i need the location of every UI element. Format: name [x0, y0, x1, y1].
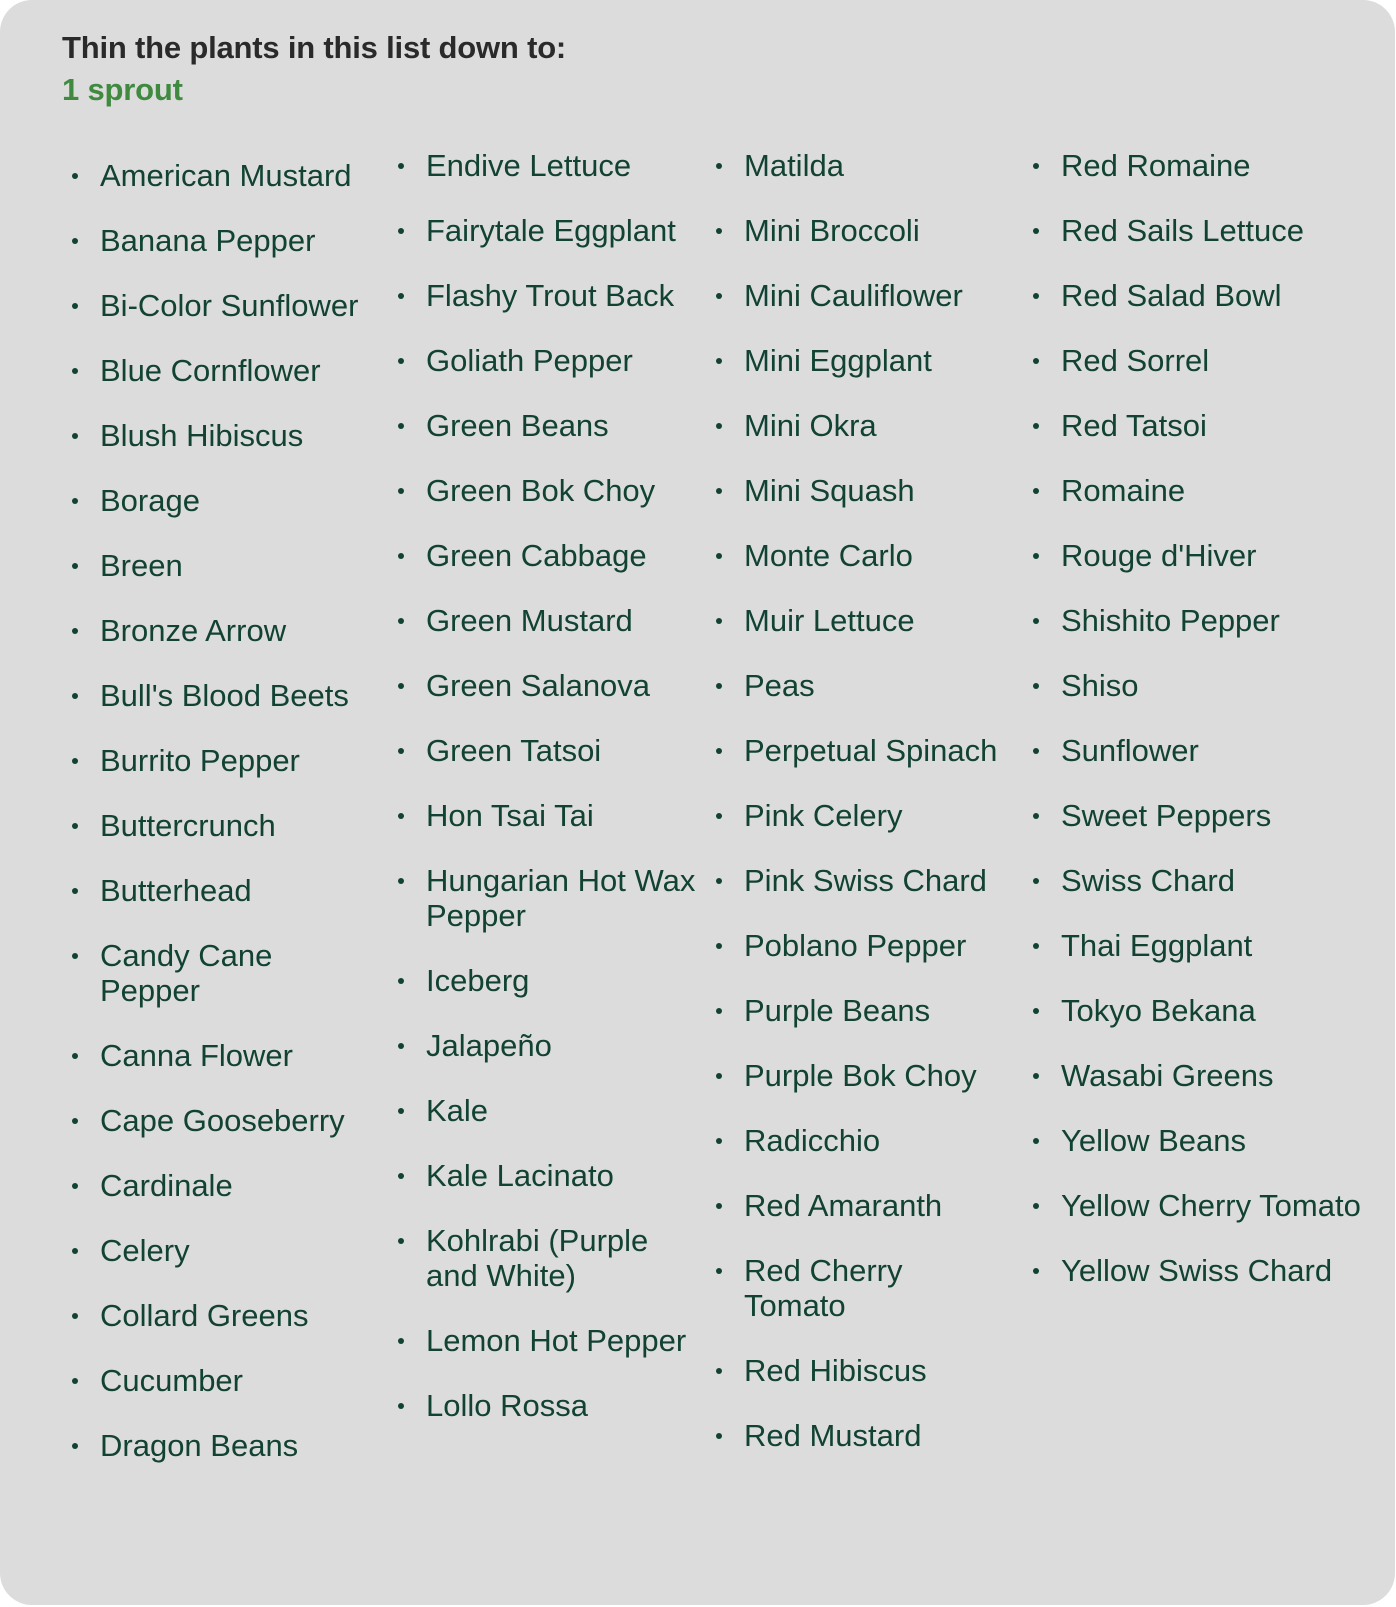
- plant-name: Thai Eggplant: [1061, 928, 1253, 963]
- plant-list-item: [1031, 213, 1361, 248]
- bullet-icon: [1033, 1073, 1039, 1079]
- plant-list-item: [1031, 408, 1361, 443]
- plant-list-item: [70, 1363, 370, 1398]
- plant-list-item: [1031, 668, 1361, 703]
- bullet-icon: [1033, 813, 1039, 819]
- plant-name: Red Amaranth: [744, 1188, 943, 1223]
- bullet-icon: [72, 1118, 78, 1124]
- bullet-icon: [1033, 553, 1039, 559]
- plant-name: Green Bok Choy: [426, 473, 656, 508]
- plant-list-item: [714, 343, 1004, 378]
- bullet-icon: [716, 1138, 722, 1144]
- plant-name: Red Salad Bowl: [1061, 278, 1282, 313]
- bullet-icon: [716, 878, 722, 884]
- plant-list-item: [714, 1253, 1004, 1323]
- bullet-icon: [716, 1073, 722, 1079]
- plant-name: Red Romaine: [1061, 148, 1251, 183]
- plant-list-item: [70, 938, 370, 1008]
- plant-list-item: [1031, 473, 1361, 508]
- instruction-heading: Thin the plants in this list down to:: [62, 30, 567, 65]
- bullet-icon: [1033, 618, 1039, 624]
- bullet-icon: [398, 1338, 404, 1344]
- bullet-icon: [398, 618, 404, 624]
- plant-list-item: [1031, 798, 1361, 833]
- plant-list-item: [714, 928, 1004, 963]
- plant-list-item: [1031, 148, 1361, 183]
- bullet-icon: [1033, 163, 1039, 169]
- bullet-icon: [72, 693, 78, 699]
- bullet-icon: [72, 173, 78, 179]
- plant-name: Breen: [100, 548, 183, 583]
- plant-list-column-2: [396, 148, 706, 1453]
- bullet-icon: [398, 813, 404, 819]
- plant-name: Cardinale: [100, 1168, 233, 1203]
- plant-list-item: [714, 473, 1004, 508]
- plant-name: Kale Lacinato: [426, 1158, 614, 1193]
- plant-name: Matilda: [744, 148, 844, 183]
- plant-list-item: [396, 603, 706, 638]
- plant-name: Hon Tsai Tai: [426, 798, 594, 833]
- plant-name: Cucumber: [100, 1363, 243, 1398]
- bullet-icon: [1033, 293, 1039, 299]
- bullet-icon: [72, 238, 78, 244]
- plant-list-item: [1031, 1188, 1361, 1223]
- plant-list-item: [396, 343, 706, 378]
- plant-list-item: [70, 808, 370, 843]
- bullet-icon: [398, 423, 404, 429]
- plant-list-item: [70, 158, 370, 193]
- target-count: 1 sprout: [62, 72, 183, 107]
- plant-name: Romaine: [1061, 473, 1186, 508]
- plant-name: Celery: [100, 1233, 190, 1268]
- bullet-icon: [1033, 1138, 1039, 1144]
- plant-list-item: [396, 1388, 706, 1423]
- plant-name: Blush Hibiscus: [100, 418, 304, 453]
- plant-name: Buttercrunch: [100, 808, 276, 843]
- bullet-icon: [398, 553, 404, 559]
- plant-list-item: [396, 668, 706, 703]
- bullet-icon: [398, 163, 404, 169]
- plant-list-item: [714, 863, 1004, 898]
- plant-list-item: [70, 418, 370, 453]
- plant-name: Green Tatsoi: [426, 733, 602, 768]
- plant-name: Banana Pepper: [100, 223, 316, 258]
- plant-name: Dragon Beans: [100, 1428, 299, 1463]
- bullet-icon: [72, 1053, 78, 1059]
- plant-list-item: [714, 1188, 1004, 1223]
- bullet-icon: [1033, 683, 1039, 689]
- plant-name: Muir Lettuce: [744, 603, 915, 638]
- plant-name: Perpetual Spinach: [744, 733, 998, 768]
- plant-list-item: [714, 148, 1004, 183]
- bullet-icon: [398, 1173, 404, 1179]
- bullet-icon: [398, 1238, 404, 1244]
- plant-name: Burrito Pepper: [100, 743, 300, 778]
- plant-list-item: [70, 678, 370, 713]
- plant-name: Blue Cornflower: [100, 353, 321, 388]
- plant-list-item: [396, 733, 706, 768]
- plant-list-item: [714, 408, 1004, 443]
- bullet-icon: [72, 563, 78, 569]
- plant-name: Monte Carlo: [744, 538, 913, 573]
- bullet-icon: [716, 1368, 722, 1374]
- plant-list-item: [714, 213, 1004, 248]
- bullet-icon: [398, 878, 404, 884]
- plant-name: Mini Broccoli: [744, 213, 920, 248]
- plant-name: Yellow Beans: [1061, 1123, 1246, 1158]
- plant-list-item: [396, 798, 706, 833]
- plant-name: Pink Celery: [744, 798, 903, 833]
- plant-name: Butterhead: [100, 873, 252, 908]
- plant-name: Mini Okra: [744, 408, 877, 443]
- plant-list-item: [396, 1323, 706, 1358]
- plant-name: Mini Eggplant: [744, 343, 932, 378]
- plant-list-column-4: [1031, 148, 1371, 1318]
- bullet-icon: [398, 293, 404, 299]
- bullet-icon: [72, 498, 78, 504]
- bullet-icon: [1033, 228, 1039, 234]
- bullet-icon: [398, 1108, 404, 1114]
- plant-name: American Mustard: [100, 158, 352, 193]
- plant-list-item: [714, 1058, 1004, 1093]
- plant-list-item: [714, 538, 1004, 573]
- bullet-icon: [716, 1008, 722, 1014]
- plant-list-item: [714, 1123, 1004, 1158]
- plant-list-item: [70, 1168, 370, 1203]
- bullet-icon: [1033, 748, 1039, 754]
- plant-list-item: [714, 278, 1004, 313]
- plant-name: Tokyo Bekana: [1061, 993, 1256, 1028]
- plant-name: Poblano Pepper: [744, 928, 967, 963]
- plant-name: Purple Bok Choy: [744, 1058, 977, 1093]
- plant-list-item: [70, 1233, 370, 1268]
- plant-name: Green Beans: [426, 408, 609, 443]
- plant-name: Lemon Hot Pepper: [426, 1323, 687, 1358]
- plant-name: Red Cherry Tomato: [744, 1253, 903, 1323]
- plant-name: Sweet Peppers: [1061, 798, 1272, 833]
- plant-list-item: [70, 483, 370, 518]
- plant-list-item: [396, 1028, 706, 1063]
- plant-list-item: [396, 863, 706, 933]
- bullet-icon: [72, 1378, 78, 1384]
- plant-list-item: [396, 408, 706, 443]
- plant-list-item: [70, 743, 370, 778]
- plant-name: Cape Gooseberry: [100, 1103, 345, 1138]
- bullet-icon: [716, 813, 722, 819]
- bullet-icon: [72, 953, 78, 959]
- plant-list-item: [714, 798, 1004, 833]
- plant-name: Lollo Rossa: [426, 1388, 588, 1423]
- plant-name: Yellow Cherry Tomato: [1061, 1188, 1361, 1223]
- bullet-icon: [72, 368, 78, 374]
- plant-name: Green Cabbage: [426, 538, 647, 573]
- bullet-icon: [72, 823, 78, 829]
- plant-name: Yellow Swiss Chard: [1061, 1253, 1333, 1288]
- plant-name: Shiso: [1061, 668, 1139, 703]
- bullet-icon: [716, 943, 722, 949]
- plant-name: Red Tatsoi: [1061, 408, 1207, 443]
- plant-list-item: [714, 668, 1004, 703]
- plant-name: Canna Flower: [100, 1038, 293, 1073]
- plant-list-item: [396, 963, 706, 998]
- plant-list-item: [70, 548, 370, 583]
- bullet-icon: [72, 1248, 78, 1254]
- bullet-icon: [1033, 878, 1039, 884]
- plant-list-item: [396, 473, 706, 508]
- plant-list-item: [70, 223, 370, 258]
- plant-list-item: [70, 1103, 370, 1138]
- plant-list-item: [396, 278, 706, 313]
- bullet-icon: [72, 303, 78, 309]
- plant-list-item: [1031, 928, 1361, 963]
- plant-name: Kohlrabi (Purple and White): [426, 1223, 649, 1293]
- plant-name: Mini Cauliflower: [744, 278, 963, 313]
- bullet-icon: [72, 758, 78, 764]
- plant-name: Rouge d'Hiver: [1061, 538, 1257, 573]
- bullet-icon: [716, 748, 722, 754]
- bullet-icon: [716, 1433, 722, 1439]
- plant-name: Red Mustard: [744, 1418, 922, 1453]
- plant-list-item: [714, 733, 1004, 768]
- plant-name: Pink Swiss Chard: [744, 863, 987, 898]
- plant-list-item: [396, 1093, 706, 1128]
- plant-name: Collard Greens: [100, 1298, 309, 1333]
- bullet-icon: [716, 683, 722, 689]
- plant-list-item: [1031, 993, 1361, 1028]
- bullet-icon: [716, 1203, 722, 1209]
- bullet-icon: [72, 1443, 78, 1449]
- bullet-icon: [716, 618, 722, 624]
- plant-name: Swiss Chard: [1061, 863, 1235, 898]
- bullet-icon: [716, 228, 722, 234]
- plant-list-item: [1031, 1123, 1361, 1158]
- plant-name: Iceberg: [426, 963, 530, 998]
- bullet-icon: [398, 683, 404, 689]
- plant-name: Sunflower: [1061, 733, 1199, 768]
- plant-name: Bi-Color Sunflower: [100, 288, 359, 323]
- bullet-icon: [1033, 423, 1039, 429]
- bullet-icon: [72, 888, 78, 894]
- plant-name: Hungarian Hot Wax Pepper: [426, 863, 696, 933]
- bullet-icon: [398, 228, 404, 234]
- plant-name: Purple Beans: [744, 993, 931, 1028]
- plant-list-item: [396, 1158, 706, 1193]
- plant-list-item: [70, 873, 370, 908]
- plant-name: Red Hibiscus: [744, 1353, 927, 1388]
- bullet-icon: [1033, 358, 1039, 364]
- plant-name: Shishito Pepper: [1061, 603, 1280, 638]
- plant-list-item: [70, 353, 370, 388]
- bullet-icon: [72, 628, 78, 634]
- plant-name: Endive Lettuce: [426, 148, 632, 183]
- plant-list-item: [714, 1418, 1004, 1453]
- bullet-icon: [398, 1403, 404, 1409]
- bullet-icon: [716, 553, 722, 559]
- plant-list-item: [714, 1353, 1004, 1388]
- plant-name: Red Sorrel: [1061, 343, 1210, 378]
- bullet-icon: [1033, 488, 1039, 494]
- plant-list-column-3: [714, 148, 1024, 1483]
- plant-list-item: [714, 993, 1004, 1028]
- bullet-icon: [398, 488, 404, 494]
- plant-name: Fairytale Eggplant: [426, 213, 676, 248]
- plant-list-item: [1031, 278, 1361, 313]
- plant-name: Radicchio: [744, 1123, 881, 1158]
- bullet-icon: [398, 748, 404, 754]
- plant-name: Mini Squash: [744, 473, 915, 508]
- bullet-icon: [398, 358, 404, 364]
- bullet-icon: [1033, 1268, 1039, 1274]
- plant-name: Green Mustard: [426, 603, 633, 638]
- bullet-icon: [398, 978, 404, 984]
- bullet-icon: [716, 488, 722, 494]
- plant-name: Bronze Arrow: [100, 613, 287, 648]
- plant-list-item: [1031, 538, 1361, 573]
- plant-name: Jalapeño: [426, 1028, 552, 1063]
- plant-name: Borage: [100, 483, 200, 518]
- plant-list-item: [70, 1428, 370, 1463]
- plant-list-item: [1031, 343, 1361, 378]
- plant-name: Kale: [426, 1093, 489, 1128]
- plant-list-item: [1031, 863, 1361, 898]
- plant-list-item: [70, 1038, 370, 1073]
- plant-name: Bull's Blood Beets: [100, 678, 349, 713]
- plant-name: Red Sails Lettuce: [1061, 213, 1304, 248]
- plant-name: Wasabi Greens: [1061, 1058, 1274, 1093]
- plant-name: Candy Cane Pepper: [100, 938, 273, 1008]
- plant-name: Green Salanova: [426, 668, 651, 703]
- bullet-icon: [716, 293, 722, 299]
- bullet-icon: [72, 1183, 78, 1189]
- plant-list-item: [396, 213, 706, 248]
- bullet-icon: [716, 1268, 722, 1274]
- plant-list-item: [396, 538, 706, 573]
- plant-list-item: [70, 288, 370, 323]
- bullet-icon: [72, 1313, 78, 1319]
- plant-list-item: [1031, 1253, 1361, 1288]
- bullet-icon: [716, 358, 722, 364]
- plant-list-item: [714, 603, 1004, 638]
- plant-list-item: [1031, 1058, 1361, 1093]
- bullet-icon: [716, 163, 722, 169]
- bullet-icon: [1033, 1008, 1039, 1014]
- plant-list-item: [70, 613, 370, 648]
- bullet-icon: [398, 1043, 404, 1049]
- bullet-icon: [716, 423, 722, 429]
- plant-list-item: [396, 148, 706, 183]
- plant-list-item: [1031, 603, 1361, 638]
- plant-list-item: [70, 1298, 370, 1333]
- bullet-icon: [1033, 1203, 1039, 1209]
- plant-list-item: [1031, 733, 1361, 768]
- plant-name: Peas: [744, 668, 815, 703]
- plant-name: Goliath Pepper: [426, 343, 633, 378]
- plant-list-item: [396, 1223, 706, 1293]
- bullet-icon: [1033, 943, 1039, 949]
- plant-list-column-1: [70, 158, 380, 1493]
- bullet-icon: [72, 433, 78, 439]
- plant-name: Flashy Trout Back: [426, 278, 675, 313]
